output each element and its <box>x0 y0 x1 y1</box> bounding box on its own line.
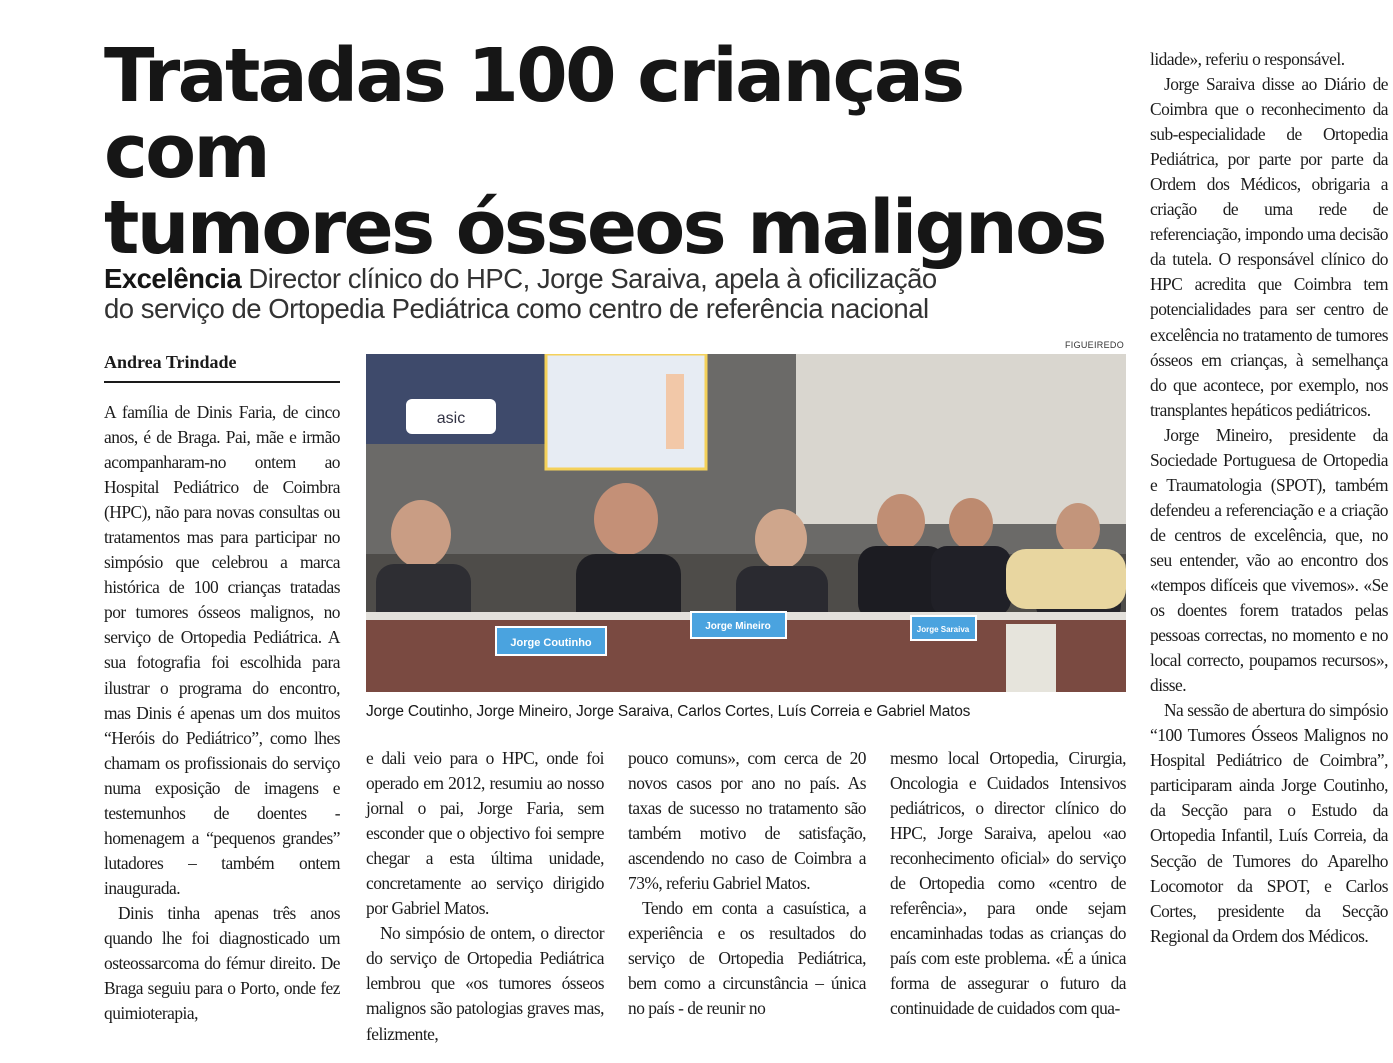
headline <box>104 33 1134 271</box>
article-column-5 <box>1150 47 1388 949</box>
article-column-3 <box>628 746 866 1022</box>
paragraph: Dinis tinha apenas três anos quando lhe foi diagnosticado um osteossarcoma do fémur direito. De Braga seguiu para o Porto, onde fez quimioterapia, <box>104 902 340 1024</box>
slide-child-figure <box>666 374 684 449</box>
screen-logo: asic <box>436 410 466 427</box>
panelist-3-head <box>755 509 807 569</box>
event-poster <box>1006 624 1056 692</box>
nameplate-1-label: Jorge Coutinho <box>510 637 592 649</box>
paragraph: Jorge Mineiro, presidente da Sociedade Portuguesa de Ortopedia e Traumatologia (SPOT), também defendeu a referenciação e a criação de centros de excelência, que, no seu entender, vão ao encontro dos «tempos difíceis que vivemos». «Se os doentes forem tratados pelas pessoas correctas, no momento e no local correcto, poupamos recursos», disse. <box>1150 424 1388 696</box>
paragraph: mesmo local Ortopedia, Cirurgia, Oncologia e Cuidados Intensivos pediátricos, o director clínico do HPC, Jorge Saraiva, apelou «ao reconhecimento oficial» do serviço de Ortopedia como «centro de referência», para onde sejam encaminhadas todas as crianças do país com este problema. «É a única forma de assegurar o futuro da continuidade de cuidados com qua- <box>890 748 1126 1019</box>
conference-panel-illustration <box>366 354 1126 692</box>
paragraph: Jorge Saraiva disse ao Diário de Coimbra que o reconhecimento da sub-especialidade de Ortopedia Pediátrica, por parte por parte da Ordem dos Médicos, obrigaria a criação de uma rede de referenciação, impondo uma decisão da tutela. O responsável clínico do HPC acredita que Coimbra tem potencialidades para ser centro de excelência no tratamento de tumores ósseos em crianças, à semelhança do que acontece, por exemplo, nos transplantes hepáticos pediátricos. <box>1150 74 1388 420</box>
flower-arrangement <box>1006 549 1126 609</box>
headline-line-1: Tratadas 100 crianças com <box>104 33 963 195</box>
paragraph: lidade», referiu o responsável. <box>1150 49 1345 69</box>
panelist-5-head <box>949 498 993 550</box>
paragraph: e dali veio para o HPC, onde foi operado em 2012, resumiu ao nosso jornal o pai, Jorge Faria, sem esconder que o objectivo foi sempre chegar a esta última unidade, concretamente ao serviço dirigido por Gabriel Matos. <box>366 748 604 919</box>
article-column-1 <box>104 400 340 1026</box>
deck-keyword: Excelência <box>104 263 242 294</box>
deck-line-2: do serviço de Ortopedia Pediátrica como centro de referência nacional <box>104 293 929 324</box>
panelist-2-head <box>594 483 658 555</box>
panelist-5-body <box>931 546 1011 616</box>
panelist-1-head <box>391 500 451 568</box>
paragraph: Na sessão de abertura do simpósio “100 Tumores Ósseos Malignos no Hospital Pediátrico de Coimbra”, participaram ainda Jorge Coutinho, da Secção para o Estudo da Ortopedia Infantil, Luís Correia, da Secção de Tumores do Aparelho Locomotor da SPOT, e Carlos Cortes, presidente da Secção Regional da Ordem dos Médicos. <box>1150 700 1388 946</box>
panelist-4-head <box>877 494 925 550</box>
panelist-6-head <box>1056 503 1100 555</box>
wall-light <box>796 354 1126 524</box>
deck <box>104 264 1134 324</box>
paragraph: Tendo em conta a casuística, a experiência e os resultados do serviço de Ortopedia Pediátrica, bem como a circunstância – única no país - de reunir no <box>628 898 866 1019</box>
nameplate-2-label: Jorge Mineiro <box>705 621 771 632</box>
paragraph: pouco comuns», com cerca de 20 novos casos por ano no país. As taxas de sucesso no tratamento são também motivo de satisfação, ascendendo no caso de Coimbra a 73%, referiu Gabriel Matos. <box>628 748 866 894</box>
article-photo <box>366 354 1126 692</box>
deck-line-1: Director clínico do HPC, Jorge Saraiva, apela à oficilização <box>248 263 937 294</box>
paragraph: No simpósio de ontem, o director do serviço de Ortopedia Pediátrica lembrou que «os tumores ósseos malignos são patologias graves mas, felizmente, <box>366 923 604 1044</box>
article-column-2 <box>366 746 604 1047</box>
photo-credit: FIGUEIREDO <box>1064 340 1124 350</box>
paragraph: A família de Dinis Faria, de cinco anos, é de Braga. Pai, mãe e irmão acompanharam-no ontem ao Hospital Pediátrico de Coimbra (HPC), não para novas consultas ou tratamentos mas para participar no simpósio que celebrou a marca histórica de 100 crianças tratadas por tumores ósseos malignos, no serviço de Ortopedia Pediátrica. A sua fotografia foi escolhida para ilustrar o programa do encontro, mas Dinis é apenas um dos muitos “Heróis do Pediátrico”, como lhes chamam os profissionais do serviço numa exposição de imagens e testemunhos de doentes - homenagem a “pequenos grandes” lutadores – também ontem inaugurada. <box>104 402 340 898</box>
author-byline: Andrea Trindade <box>104 352 340 383</box>
nameplate-3-label: Jorge Saraiva <box>916 625 970 634</box>
headline-line-2: tumores ósseos malignos <box>104 185 1105 271</box>
article-column-4 <box>890 746 1126 1022</box>
photo-caption: Jorge Coutinho, Jorge Mineiro, Jorge Saraiva, Carlos Cortes, Luís Correia e Gabriel Matos <box>366 703 971 720</box>
